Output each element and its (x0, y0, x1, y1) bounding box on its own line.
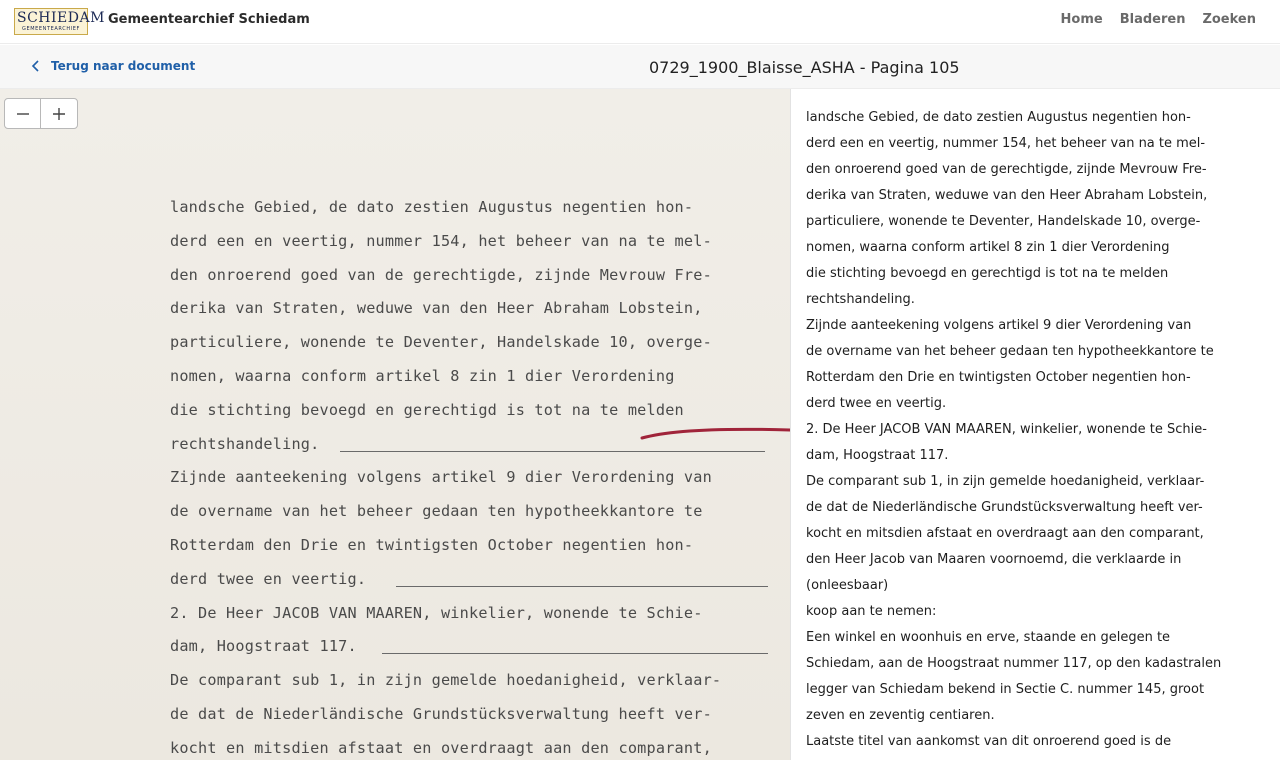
transcript-line: legger van Schiedam bekend in Sectie C. nummer 145, groot (806, 682, 1205, 697)
scan-line: rechtshandeling. (170, 434, 770, 468)
transcript-line: kocht en mitsdien afstaat en overdraagt aan den comparant, (806, 526, 1204, 541)
red-ink-stroke (640, 424, 790, 444)
fill-rule (396, 586, 768, 587)
fill-rule (340, 451, 765, 452)
document-subheader (0, 45, 1280, 89)
transcript-line: derd een en veertig, nummer 154, het beheer van na te mel- (806, 136, 1206, 151)
zoom-out-button[interactable] (5, 99, 41, 128)
scan-line: die stichting bevoegd en gerechtigd is tot na te melden (170, 400, 684, 419)
transcript-line: derd twee en veertig. (806, 396, 947, 411)
transcript-line: die stichting bevoegd en gerechtigd is tot na te melden (806, 266, 1169, 281)
logo-text: SCHIEDAM (17, 10, 105, 26)
nav-bladeren-link[interactable]: Bladeren (1119, 12, 1186, 27)
transcript-line: den onroerend goed van de gerechtigde, zijnde Mevrouw Fre- (806, 162, 1207, 177)
transcript-line: De comparant sub 1, in zijn gemelde hoedanigheid, verklaar- (806, 474, 1205, 489)
transcript-line: particuliere, wonende te Deventer, Handelskade 10, overge- (806, 214, 1201, 229)
transcript-line: rechtshandeling. (806, 292, 915, 307)
transcription-panel[interactable] (790, 89, 1280, 760)
back-to-document-link[interactable] (31, 59, 195, 73)
scan-line: 2. De Heer JACOB VAN MAAREN, winkelier, wonende te Schie- (170, 603, 703, 622)
scan-line: kocht en mitsdien afstaat en overdraagt aan den comparant, (170, 738, 712, 757)
transcript-line: nomen, waarna conform artikel 8 zin 1 dier Verordening (806, 240, 1170, 255)
transcript-line: (onleesbaar) (806, 578, 889, 593)
transcript-line: derika van Straten, weduwe van den Heer Abraham Lobstein, (806, 188, 1208, 203)
document-title: 0729_1900_Blaisse_ASHA - Pagina 105 (649, 58, 960, 77)
fill-rule (382, 653, 768, 654)
scan-line: derika van Straten, weduwe van den Heer Abraham Lobstein, (170, 299, 703, 318)
nav-zoeken-link[interactable]: Zoeken (1202, 12, 1256, 27)
scan-text (170, 197, 770, 760)
scan-line: nomen, waarna conform artikel 8 zin 1 dier Verordening (170, 366, 675, 385)
transcript-line: Een winkel en woonhuis en erve, staande en gelegen te (806, 630, 1171, 645)
scan-line: De comparant sub 1, in zijn gemelde hoedanigheid, verklaar- (170, 671, 722, 690)
scan-line: derd twee en veertig. (170, 569, 770, 603)
logo-subtext: GEMEENTEARCHIEF (21, 26, 81, 32)
zoom-controls (4, 98, 78, 129)
scan-line: Rotterdam den Drie en twintigsten October negentien hon- (170, 535, 694, 554)
scanned-page[interactable] (0, 89, 790, 760)
transcript-line: dam, Hoogstraat 117. (806, 448, 949, 463)
transcript-line: Rotterdam den Drie en twintigsten October negentien hon- (806, 370, 1191, 385)
transcript-line: zeven en zeventig centiaren. (806, 708, 995, 723)
transcript-line: koop aan te nemen: (806, 604, 937, 619)
schiedam-logo[interactable] (14, 8, 105, 35)
scan-line: derd een en veertig, nummer 154, het beheer van na te mel- (170, 231, 712, 250)
scan-line: particuliere, wonende te Deventer, Handelskade 10, overge- (170, 333, 712, 352)
scan-viewer[interactable] (0, 89, 790, 760)
transcript-line: landsche Gebied, de dato zestien Augustus negentien hon- (806, 110, 1191, 125)
plus-icon (52, 107, 66, 121)
site-title[interactable]: Gemeentearchief Schiedam (108, 12, 310, 27)
minus-icon (16, 107, 30, 121)
main-nav (1061, 12, 1256, 27)
scan-line: Zijnde aanteekening volgens artikel 9 dier Verordening van (170, 468, 712, 487)
back-label: Terug naar document (51, 59, 196, 73)
scan-line: landsche Gebied, de dato zestien Augustus negentien hon- (170, 198, 694, 216)
scan-line: de dat de Niederländische Grundstücksverwaltung heeft ver- (170, 704, 712, 723)
zoom-in-button[interactable] (41, 99, 77, 128)
transcript-line: den Heer Jacob van Maaren voornoemd, die verklaarde in (806, 552, 1182, 567)
scan-line: de overname van het beheer gedaan ten hypotheekkantore te (170, 502, 703, 521)
chevron-left-icon (31, 59, 41, 73)
scan-line: den onroerend goed van de gerechtigde, zijnde Mevrouw Fre- (170, 265, 712, 284)
transcript-line: 2. De Heer JACOB VAN MAAREN, winkelier, wonende te Schie- (806, 422, 1207, 437)
transcript-line: Zijnde aanteekening volgens artikel 9 dier Verordening van (806, 318, 1192, 333)
nav-home-link[interactable]: Home (1060, 12, 1103, 27)
transcript-line: Schiedam, aan de Hoogstraat nummer 117, op den kadastralen (806, 656, 1222, 671)
transcript-line: de overname van het beheer gedaan ten hypotheekkantore te (806, 344, 1214, 359)
scan-line: dam, Hoogstraat 117. (170, 636, 770, 670)
transcript-line: de dat de Niederländische Grundstücksverwaltung heeft ver- (806, 500, 1203, 515)
top-navigation-bar (0, 0, 1280, 44)
transcript-line: Laatste titel van aankomst van dit onroerend goed is de (806, 734, 1172, 749)
